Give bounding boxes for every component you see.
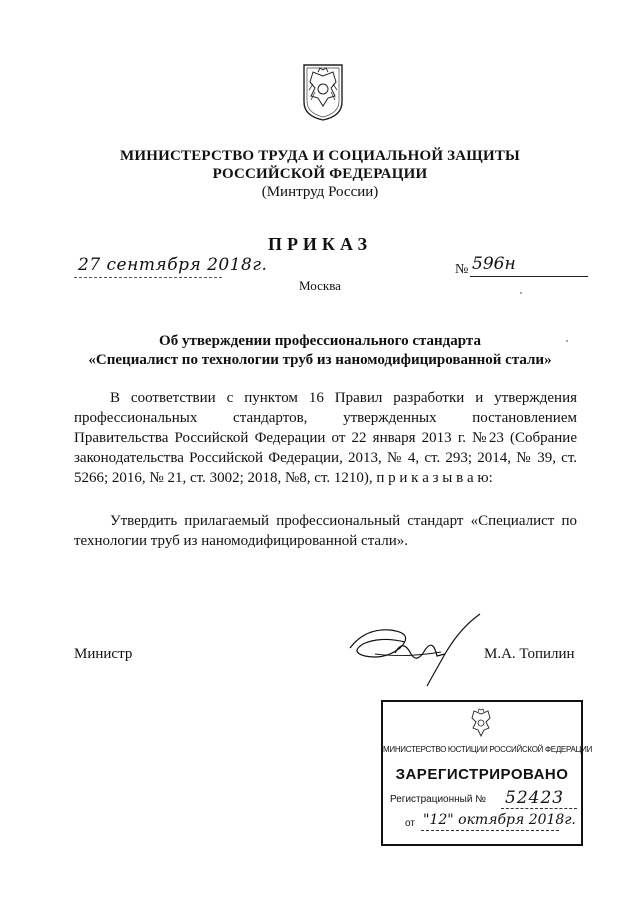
stamp-status: ЗАРЕГИСТРИРОВАНО bbox=[395, 766, 569, 783]
signer-name: М.А. Топилин bbox=[484, 646, 575, 662]
number-underline bbox=[470, 276, 588, 277]
stamp-registration-date: "12" октября 2018г. bbox=[423, 812, 576, 828]
handwritten-signature bbox=[345, 608, 495, 688]
scan-speck bbox=[520, 292, 522, 294]
body-paragraph-basis: В соответствии с пунктом 16 Правил разработки и утверждения профессиональных стандартов, утвержденных постановлением Правительства Российской Федерации от 22 января 2013 г. №23 (Собрание законодательства Российской Федерации, 2013, № 4, ст. 293; 2014, № 39, ст. 5266; 2016, № 21, ст. 3002; 2018, №8, ст. 1210), п р и к а з ы в а ю: bbox=[74, 390, 577, 486]
order-title: ПРИКАЗ bbox=[267, 234, 373, 254]
ministry-name-line2: РОССИЙСКОЙ ФЕДЕРАЦИИ bbox=[212, 166, 428, 182]
scan-speck bbox=[566, 340, 568, 342]
stamp-number-underline bbox=[501, 808, 577, 809]
document-title-line2: «Специалист по технологии труб из наномодифицированной стали» bbox=[88, 352, 552, 368]
signer-position: Министр bbox=[74, 646, 133, 662]
body-paragraph-resolution: Утвердить прилагаемый профессиональный стандарт «Специалист по технологии труб из наномодифицированной стали». bbox=[74, 513, 577, 549]
registration-stamp bbox=[381, 700, 593, 846]
document-title-line1: Об утверждении профессионального стандарта bbox=[159, 333, 481, 349]
stamp-date-underline bbox=[421, 830, 559, 831]
coat-of-arms-emblem bbox=[301, 62, 345, 122]
stamp-from-label: от bbox=[405, 818, 415, 829]
stamp-registration-number: 52423 bbox=[505, 788, 565, 808]
ministry-name-line1: МИНИСТЕРСТВО ТРУДА И СОЦИАЛЬНОЙ ЗАЩИТЫ bbox=[120, 148, 520, 164]
order-number-sign: № bbox=[455, 262, 469, 277]
stamp-organization: МИНИСТЕРСТВО ЮСТИЦИИ РОССИЙСКОЙ ФЕДЕРАЦИИ bbox=[383, 745, 593, 754]
ministry-short-name: (Минтруд России) bbox=[261, 184, 379, 200]
order-city: Москва bbox=[299, 278, 341, 293]
order-number-handwritten: 596н bbox=[472, 254, 516, 274]
stamp-registration-label: Регистрационный № bbox=[390, 794, 486, 805]
order-date-handwritten: 27 сентября 2018г. bbox=[78, 255, 268, 275]
stamp-emblem-icon bbox=[468, 708, 494, 742]
